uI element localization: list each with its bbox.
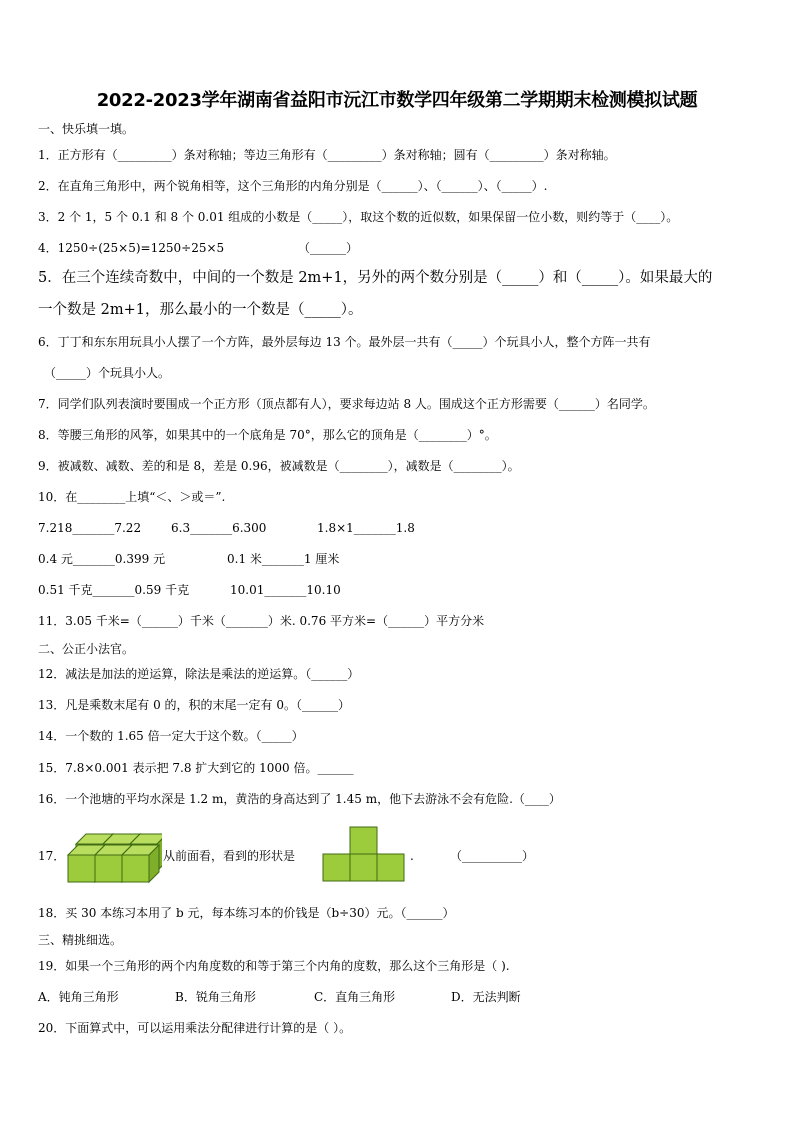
front-view-bottom-left-square <box>323 854 350 881</box>
question-18: 18．买 30 本练习本用了 b 元，每本练习本的价钱是（b÷30）元。（______） <box>38 906 455 920</box>
section-heading-2: 二、公正小法官。 <box>38 642 135 656</box>
question-11: 11．3.05 千米=（______）千米（_______）米. 0.76 平方米=（______）平方分米 <box>38 614 485 628</box>
question-19-option-b: B．锐角三角形 <box>175 990 256 1004</box>
question-1: 1．正方形有（_________）条对称轴；等边三角形有（_________）条对称轴；圆有（_________）条对称轴。 <box>38 148 616 162</box>
question-10: 10．在________上填“＜、＞或＝”. <box>38 490 226 504</box>
compare-18x1-18: 1.8×1_______1.8 <box>317 521 415 535</box>
question-12: 12．减法是加法的逆运算，除法是乘法的逆运算。（______） <box>38 667 360 681</box>
question-17-number: 17． <box>38 849 66 863</box>
front-view-figure <box>322 826 408 883</box>
question-19-option-a: A．钝角三角形 <box>38 990 119 1004</box>
compare-meter-cm: 0.1 米_______1 厘米 <box>227 552 340 566</box>
question-17-text: 从前面看，看到的形状是 <box>163 849 296 863</box>
compare-1001-1010: 10.01_______10.10 <box>230 583 341 597</box>
question-16: 16．一个池塘的平均水深是 1.2 m，黄浩的身高达到了 1.45 m，他下去游泳不会有危险.（____） <box>38 792 561 806</box>
question-19-option-c: C．直角三角形 <box>314 990 396 1004</box>
question-5-line-1: 5．在三个连续奇数中，中间的一个数是 2m+1，另外的两个数分别是（_____）和（_____）。如果最大的 <box>38 270 713 286</box>
question-2: 2．在直角三角形中，两个锐角相等，这个三角形的内角分别是（______）、（______）、（_____）. <box>38 179 548 193</box>
question-9: 9．被减数、减数、差的和是 8，差是 0.96，被减数是（________），减数是（________）。 <box>38 459 520 473</box>
question-19: 19．如果一个三角形的两个内角度数的和等于第三个内角的度数，那么这个三角形是（ ). <box>38 959 510 973</box>
compare-7218-722: 7.218_______7.22 <box>38 521 142 535</box>
front-view-bottom-right-square <box>377 854 404 881</box>
cube-front-front-0 <box>68 855 95 882</box>
compare-yuan: 0.4 元_______0.399 元 <box>38 552 166 566</box>
question-4: 4．1250÷(25×5)=1250÷25×5 <box>38 241 225 255</box>
compare-kg: 0.51 千克_______0.59 千克 <box>38 583 190 597</box>
question-3: 3．2 个 1，5 个 0.1 和 8 个 0.01 组成的小数是（_____），取这个数的近似数，如果保留一位小数，则约等于（____）。 <box>38 210 679 224</box>
question-14: 14．一个数的 1.65 倍一定大于这个数。（_____） <box>38 729 304 743</box>
question-5-line-2: 一个数是 2m+1，那么最小的一个数是（_____）。 <box>38 302 363 318</box>
cube-stack-figure <box>66 832 162 884</box>
question-7: 7．同学们队列表演时要围成一个正方形（顶点都有人），要求每边站 8 人。围成这个正方形需要（______）名同学。 <box>38 397 655 411</box>
question-13: 13．凡是乘数末尾有 0 的，积的末尾一定有 0。（______） <box>38 698 350 712</box>
front-view-top-square <box>350 827 377 854</box>
section-heading-3: 三、精挑细选。 <box>38 933 123 947</box>
question-15: 15．7.8×0.001 表示把 7.8 扩大到它的 1000 倍。______ <box>38 761 354 775</box>
question-6-line-2: （_____）个玩具小人。 <box>44 366 171 380</box>
cube-front-front-2 <box>122 855 149 882</box>
page-title: 2022-2023学年湖南省益阳市沅江市数学四年级第二学期期末检测模拟试题 <box>96 90 698 111</box>
question-20: 20．下面算式中，可以运用乘法分配律进行计算的是（ ）。 <box>38 1021 352 1035</box>
section-heading-1: 一、快乐填一填。 <box>38 122 135 136</box>
question-19-option-d: D．无法判断 <box>451 990 521 1004</box>
compare-63-6300: 6.3_______6.300 <box>171 521 267 535</box>
question-4-answer-blank: （______） <box>298 241 359 255</box>
question-17-answer-blank: （__________） <box>450 849 535 863</box>
front-view-bottom-middle-square <box>350 854 377 881</box>
question-8: 8．等腰三角形的风筝，如果其中的一个底角是 70°，那么它的顶角是（________）°。 <box>38 428 497 442</box>
question-17-period: . <box>410 849 414 863</box>
question-6-line-1: 6．丁丁和东东用玩具小人摆了一个方阵，最外层每边 13 个。最外层一共有（_____）个玩具小人，整个方阵一共有 <box>38 335 651 349</box>
cube-front-front-1 <box>95 855 122 882</box>
